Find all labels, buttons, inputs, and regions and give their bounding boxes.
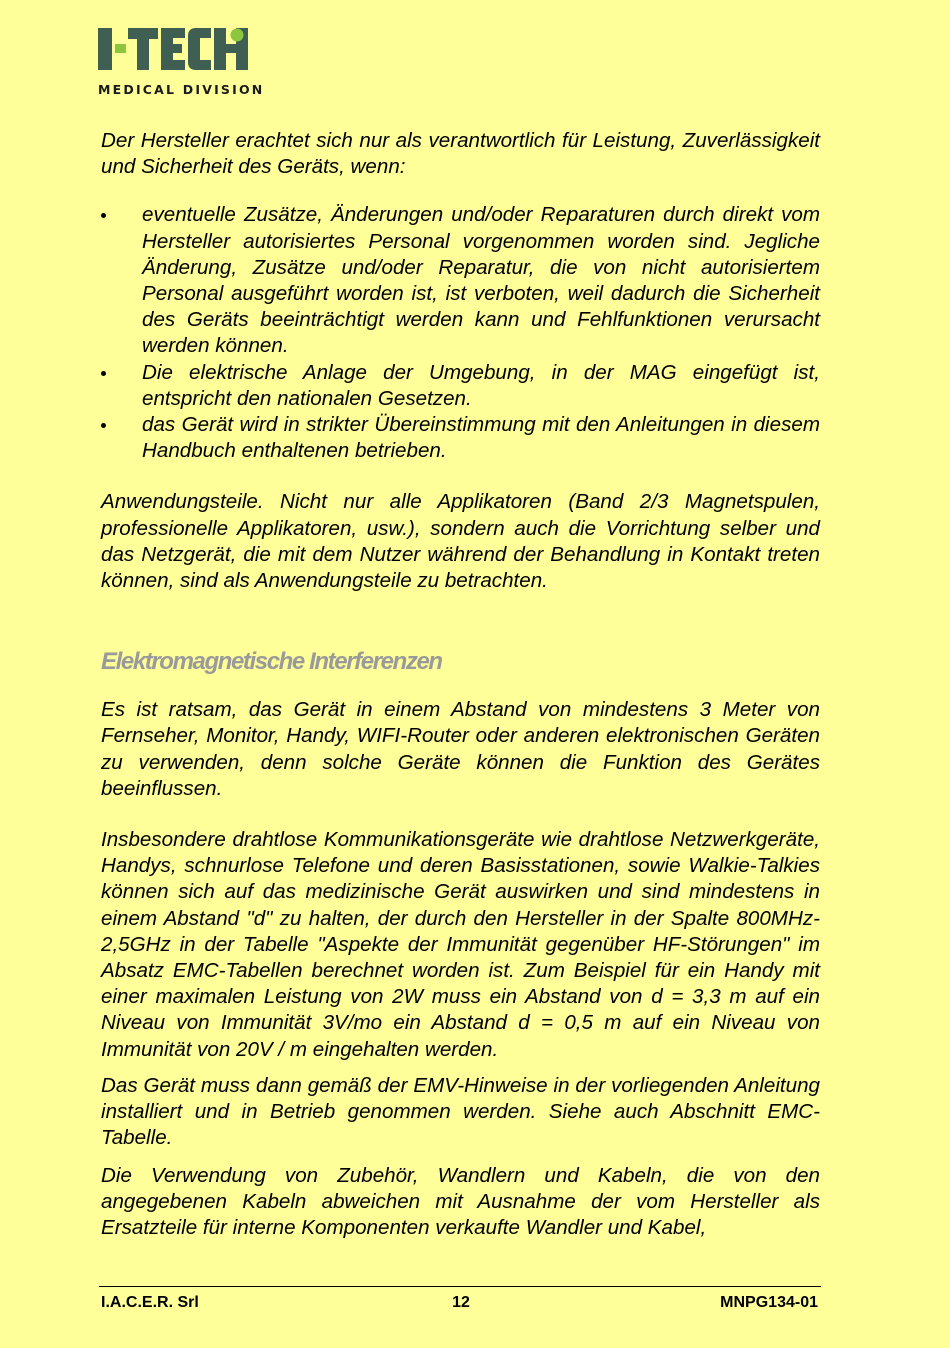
distance-paragraph: Es ist ratsam, das Gerät in einem Abstand von mindestens 3 Meter von Fernseher, Monitor, Handy, WIFI-Router oder anderen elektronischen Geräten zu verwenden, denn solche Geräte können die Funktion des Gerätes beeinflussen. bbox=[101, 698, 820, 800]
footer-page-number: 12 bbox=[452, 1294, 470, 1311]
logo-subtitle: MEDICAL DIVISION bbox=[98, 82, 265, 97]
document-body bbox=[101, 128, 820, 1241]
applied-parts-paragraph: Anwendungsteile. Nicht nur alle Applikatoren (Band 2/3 Magnetspulen, professionelle Applikatoren, usw.), sondern auch die Vorrichtung selber und das Netzgerät, die mit dem Nutzer während der Behandlung in Kontakt treten können, sind als Anwendungsteile zu betrachten. bbox=[101, 490, 820, 593]
footer-divider bbox=[99, 1286, 821, 1287]
bullet-icon bbox=[101, 213, 106, 218]
list-item: Die elektrische Anlage der Umgebung, in der MAG eingefügt ist, entspricht den nationalen Gesetzen. bbox=[101, 360, 820, 412]
section-heading: Elektromagnetische Interferenzen bbox=[101, 648, 442, 676]
company-logo bbox=[98, 26, 265, 97]
wireless-paragraph: Insbesondere drahtlose Kommunikationsgeräte wie drahtlose Netzwerkgeräte, Handys, schnurlose Telefone und deren Basisstationen, sowie Walkie-Talkies können sich auf das medizinische Gerät auswirken und sind mindestens in einem Abstand "d" zu halten, der durch den Hersteller in der Spalte 800MHz-2,5GHz in der Tabelle "Aspekte der Immunität gegenüber HF-Störungen" im Absatz EMC-Tabellen berechnet worden ist. Zum Beispiel für ein Handy mit einer maximalen Leistung von 2W muss ein Abstand von d = 3,3 m auf ein Niveau von Immunität 3V/mo ein Abstand d = 0,5 m auf ein Niveau von Immunität von 20V / m eingehalten werden. bbox=[101, 828, 820, 1061]
footer-company: I.A.C.E.R. Srl bbox=[101, 1294, 199, 1311]
bullet-icon bbox=[101, 371, 106, 376]
i-tech-logo-mark bbox=[98, 26, 248, 82]
footer-doc-code: MNPG134-01 bbox=[720, 1294, 818, 1311]
accessories-paragraph: Die Verwendung von Zubehör, Wandlern und Kabeln, die von den angegebenen Kabeln abweichen mit Ausnahme der vom Hersteller als Ersatzteile für interne Komponenten verkaufte Wandler und Kabel, bbox=[101, 1163, 820, 1239]
conditions-list bbox=[101, 202, 820, 464]
emv-paragraph: Das Gerät muss dann gemäß der EMV-Hinweise in der vorliegenden Anleitung installiert und in Betrieb genommen werden. Siehe auch Abschnitt EMC-Tabelle. bbox=[101, 1073, 820, 1150]
list-item: das Gerät wird in strikter Übereinstimmung mit den Anleitungen in diesem Handbuch enthaltenen betrieben. bbox=[101, 412, 820, 464]
bullet-icon bbox=[101, 423, 106, 428]
list-item: eventuelle Zusätze, Änderungen und/oder Reparaturen durch direkt vom Hersteller autorisiertes Personal vorgenommen worden sind. Jegliche Änderung, Zusätze und/oder Reparatur, die von nicht autorisiertem Personal ausgeführt worden ist, ist verboten, weil dadurch die Sicherheit des Geräts beeinträchtigt werden kann und Fehlfunktionen verursacht werden können. bbox=[101, 202, 820, 359]
intro-paragraph: Der Hersteller erachtet sich nur als verantwortlich für Leistung, Zuverlässigkeit und Sicherheit des Geräts, wenn: bbox=[101, 129, 820, 179]
